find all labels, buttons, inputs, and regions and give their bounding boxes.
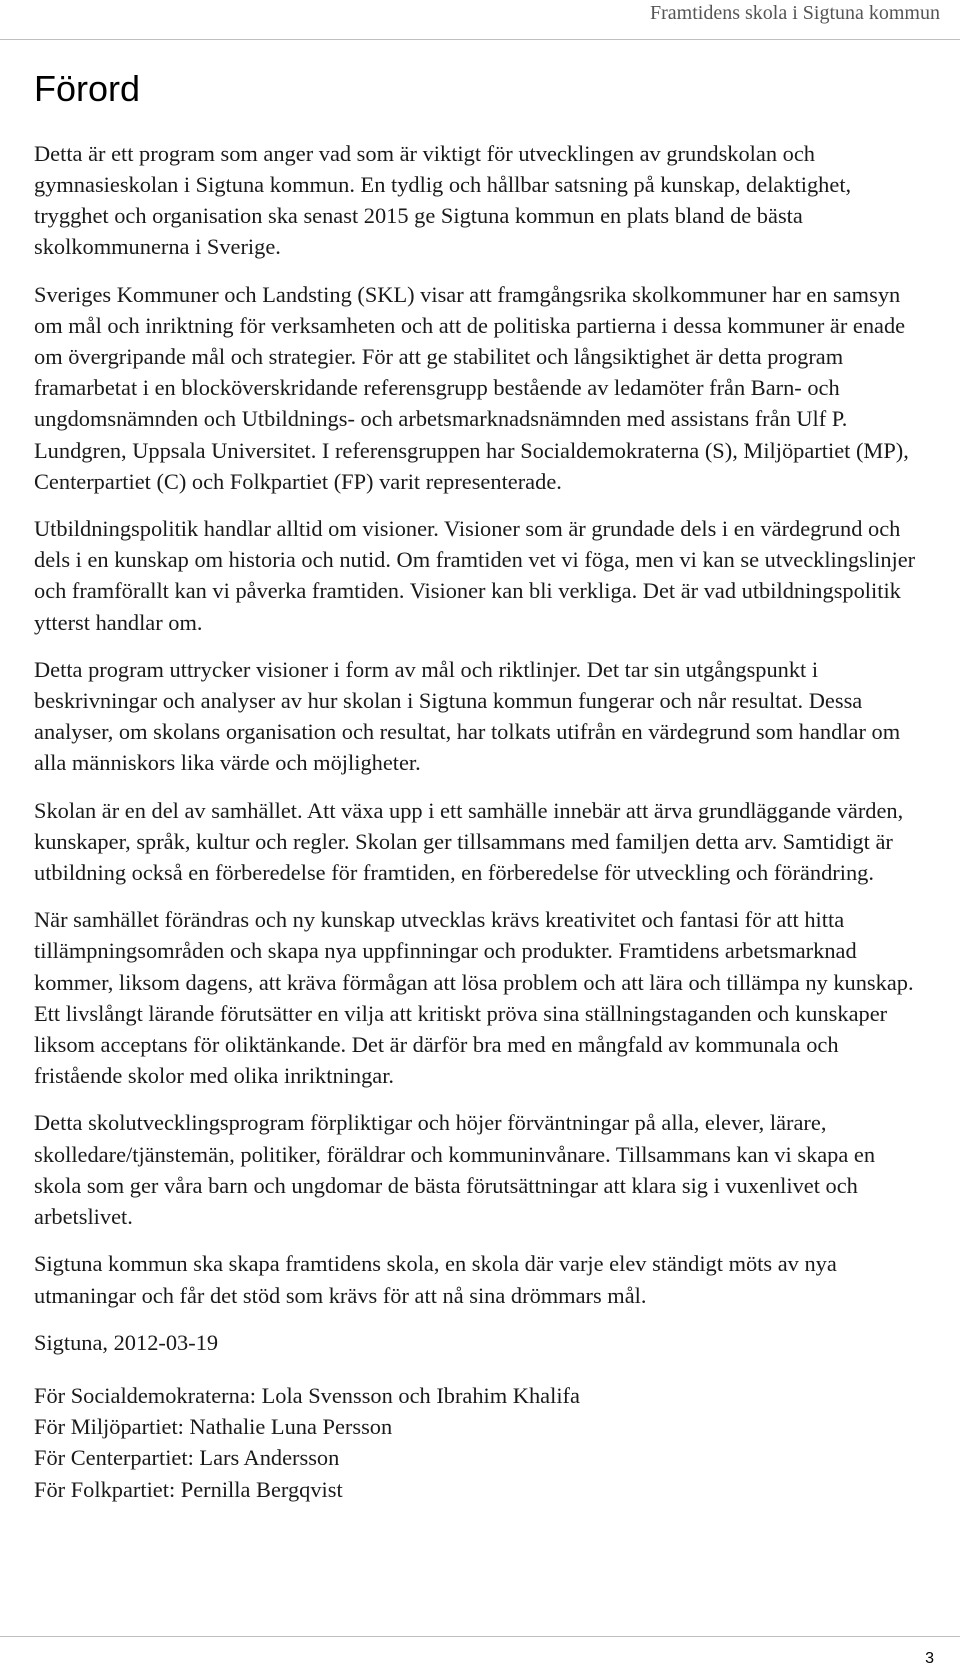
paragraph: Utbildningspolitik handlar alltid om visioner. Visioner som är grundade dels i en värdegrund och dels i en kunskap om historia och nutid. Om framtiden vet vi föga, men vi kan se utvecklingslinjer och framförallt kan vi påverka framtiden. Visioner kan bli verkliga. Det är vad utbildningspolitik ytterst handlar om.	[34, 516, 916, 635]
running-header-title: Framtidens skola i Sigtuna kommun	[650, 2, 940, 24]
place-date: Sigtuna, 2012-03-19	[34, 1329, 219, 1355]
signature-line: För Centerpartiet: Lars Andersson	[34, 1445, 340, 1471]
paragraph: Detta skolutvecklingsprogram förpliktigar och höjer förväntningar på alla, elever, lärare, skolledare/tjänstemän, politiker, föräldrar och kommuninvånare. Tillsammans kan vi skapa en skola som ger våra barn och ungdomar de bästa förutsättningar att klara sig i vuxenlivet och arbetslivet.	[34, 1110, 876, 1230]
section-title: Förord	[34, 68, 141, 109]
document-body	[34, 66, 924, 1505]
footer-divider	[0, 1636, 960, 1637]
paragraph: Skolan är en del av samhället. Att växa upp i ett samhälle innebär att ärva grundläggande värden, kunskaper, språk, kultur och regler. Skolan ger tillsammans med familjen detta arv. Samtidigt är utbildning också en förberedelse för framtiden, en förberedelse för utveckling och förändring.	[34, 797, 904, 886]
paragraph: Detta program uttrycker visioner i form av mål och riktlinjer. Det tar sin utgångspunkt i beskrivningar och analyser av hur skolan i Sigtuna kommun fungerar och når resultat. Dessa analyser, om skolans organisation och resultat, har tolkats utifrån en värdegrund som handlar om alla människors lika värde och möjligheter.	[34, 656, 901, 776]
paragraph: Sveriges Kommuner och Landsting (SKL) visar att framgångsrika skolkommuner har en samsyn om mål och inriktning för verksamheten och att de politiska partierna i dessa kommuner är enade om övergripande mål och strategier. För att ge stabilitet och långsiktighet är detta program framarbetat i en blocköverskridande referensgrupp bestående av ledamöter från Barn- och ungdomsnämnden och Utbildnings- och arbetsmarknadsnämnden med assistans från Ulf P. Lundgren, Uppsala Universitet. I referensgruppen har Socialdemokraterna (S), Miljöpartiet (MP), Centerpartiet (C) och Folkpartiet (FP) varit representerade.	[34, 281, 909, 494]
page-number: 3	[925, 1650, 934, 1667]
paragraph: Detta är ett program som anger vad som är viktigt för utvecklingen av grundskolan och gymnasieskolan i Sigtuna kommun. En tydlig och hållbar satsning på kunskap, delaktighet, trygghet och organisation ska senast 2015 ge Sigtuna kommun en plats bland de bästa skolkommunerna i Sverige.	[34, 140, 852, 260]
signature-block	[34, 1380, 924, 1505]
signature-line: För Socialdemokraterna: Lola Svensson och Ibrahim Khalifa	[34, 1382, 580, 1408]
paragraph: När samhället förändras och ny kunskap utvecklas krävs kreativitet och fantasi för att hitta tillämpningsområden och skapa nya uppfinningar och produkter. Framtidens arbetsmarknad kommer, liksom dagens, att kräva förmågan att lösa problem och att lära och tillämpa ny kunskap. Ett livslångt lärande förutsätter en vilja att kritiskt pröva sina ställningstaganden och kunskaper liksom acceptans för oliktänkande. Det är därför bra med en mångfald av kommunala och fristående skolor med olika inriktningar.	[34, 907, 914, 1089]
paragraph: Sigtuna kommun ska skapa framtidens skola, en skola där varje elev ständigt möts av nya utmaningar och får det stöd som krävs för att nå sina drömmars mål.	[34, 1251, 837, 1308]
running-header	[0, 0, 960, 40]
signature-line: För Folkpartiet: Pernilla Bergqvist	[34, 1476, 343, 1502]
signature-line: För Miljöpartiet: Nathalie Luna Persson	[34, 1414, 393, 1440]
